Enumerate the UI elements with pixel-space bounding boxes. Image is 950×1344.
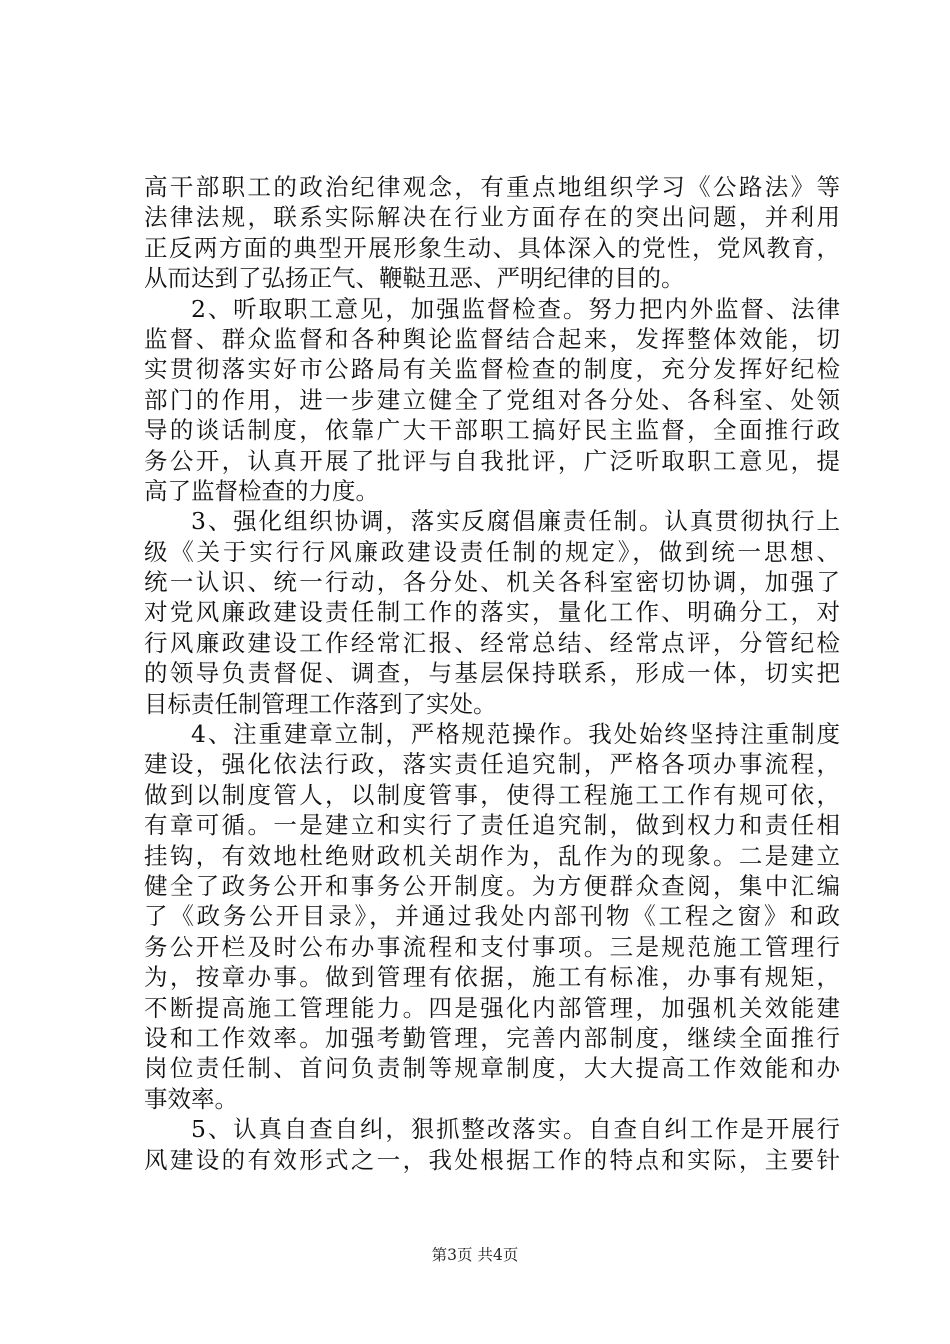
text-line: 的领导负责督促、调查，与基层保持联系，形成一体，切实把 bbox=[144, 659, 840, 688]
text-line: 健全了政务公开和事务公开制度。为方便群众查阅，集中汇编 bbox=[144, 871, 840, 900]
text-line: 对党风廉政建设责任制工作的落实，量化工作、明确分工，对 bbox=[144, 598, 840, 627]
text-line: 实贯彻落实好市公路局有关监督检查的制度，充分发挥好纪检 bbox=[144, 355, 840, 384]
text-line: 不断提高施工管理能力。四是强化内部管理，加强机关效能建 bbox=[144, 993, 840, 1022]
text-line: 挂钩，有效地杜绝财政机关胡作为，乱作为的现象。二是建立 bbox=[144, 841, 840, 870]
text-line: 监督、群众监督和各种舆论监督结合起来，发挥整体效能，切 bbox=[144, 324, 840, 353]
text-line: 行风廉政建设工作经常汇报、经常总结、经常点评，分管纪检 bbox=[144, 628, 840, 657]
paragraph-first-line: 2、听取职工意见，加强监督检查。努力把内外监督、法律 bbox=[191, 294, 840, 323]
text-line: 设和工作效率。加强考勤管理，完善内部制度，继续全面推行 bbox=[144, 1023, 840, 1052]
text-line: 为，按章办事。做到管理有依据，施工有标准，办事有规矩， bbox=[144, 963, 840, 992]
text-line: 级《关于实行行风廉政建设责任制的规定》，做到统一思想、 bbox=[144, 537, 840, 566]
text-line: 岗位责任制、首问负责制等规章制度，大大提高工作效能和办 bbox=[144, 1054, 840, 1083]
text-line: 有章可循。一是建立和实行了责任追究制，做到权力和责任相 bbox=[144, 811, 840, 840]
text-line: 务公开栏及时公布办事流程和支付事项。三是规范施工管理行 bbox=[144, 932, 840, 961]
text-line: 从而达到了弘扬正气、鞭鞑丑恶、严明纪律的目的。 bbox=[144, 264, 685, 293]
text-line: 导的谈话制度，依靠广大干部职工搞好民主监督，全面推行政 bbox=[144, 416, 840, 445]
text-line: 做到以制度管人，以制度管事，使得工程施工工作有规可依， bbox=[144, 780, 840, 809]
page-footer: 第3页 共4页 bbox=[431, 1246, 519, 1264]
text-line: 事效率。 bbox=[144, 1084, 238, 1113]
paragraph-first-line: 3、强化组织协调，落实反腐倡廉责任制。认真贯彻执行上 bbox=[191, 507, 840, 536]
text-line: 高了监督检查的力度。 bbox=[144, 476, 379, 505]
text-line: 高干部职工的政治纪律观念，有重点地组织学习《公路法》等 bbox=[144, 173, 840, 201]
paragraph-first-line: 5、认真自查自纠，狠抓整改落实。自查自纠工作是开展行 bbox=[191, 1115, 840, 1144]
text-line: 法律法规，联系实际解决在行业方面存在的突出问题，并利用 bbox=[144, 203, 840, 232]
text-line: 风建设的有效形式之一，我处根据工作的特点和实际，主要针 bbox=[144, 1145, 840, 1174]
text-line: 目标责任制管理工作落到了实处。 bbox=[144, 689, 497, 718]
text-line: 统一认识、统一行动，各分处、机关各科室密切协调，加强了 bbox=[144, 568, 840, 597]
text-line: 建设，强化依法行政，落实责任追究制，严格各项办事流程， bbox=[144, 750, 840, 779]
document-body bbox=[144, 172, 840, 1175]
text-line: 务公开，认真开展了批评与自我批评，广泛听取职工意见，提 bbox=[144, 446, 840, 475]
text-line: 了《政务公开目录》，并通过我处内部刊物《工程之窗》和政 bbox=[144, 902, 840, 931]
paragraph-first-line: 4、注重建章立制，严格规范操作。我处始终坚持注重制度 bbox=[191, 720, 840, 749]
text-line: 部门的作用，进一步建立健全了党组对各分处、各科室、处领 bbox=[144, 385, 840, 414]
text-line: 正反两方面的典型开展形象生动、具体深入的党性，党风教育， bbox=[144, 233, 840, 262]
